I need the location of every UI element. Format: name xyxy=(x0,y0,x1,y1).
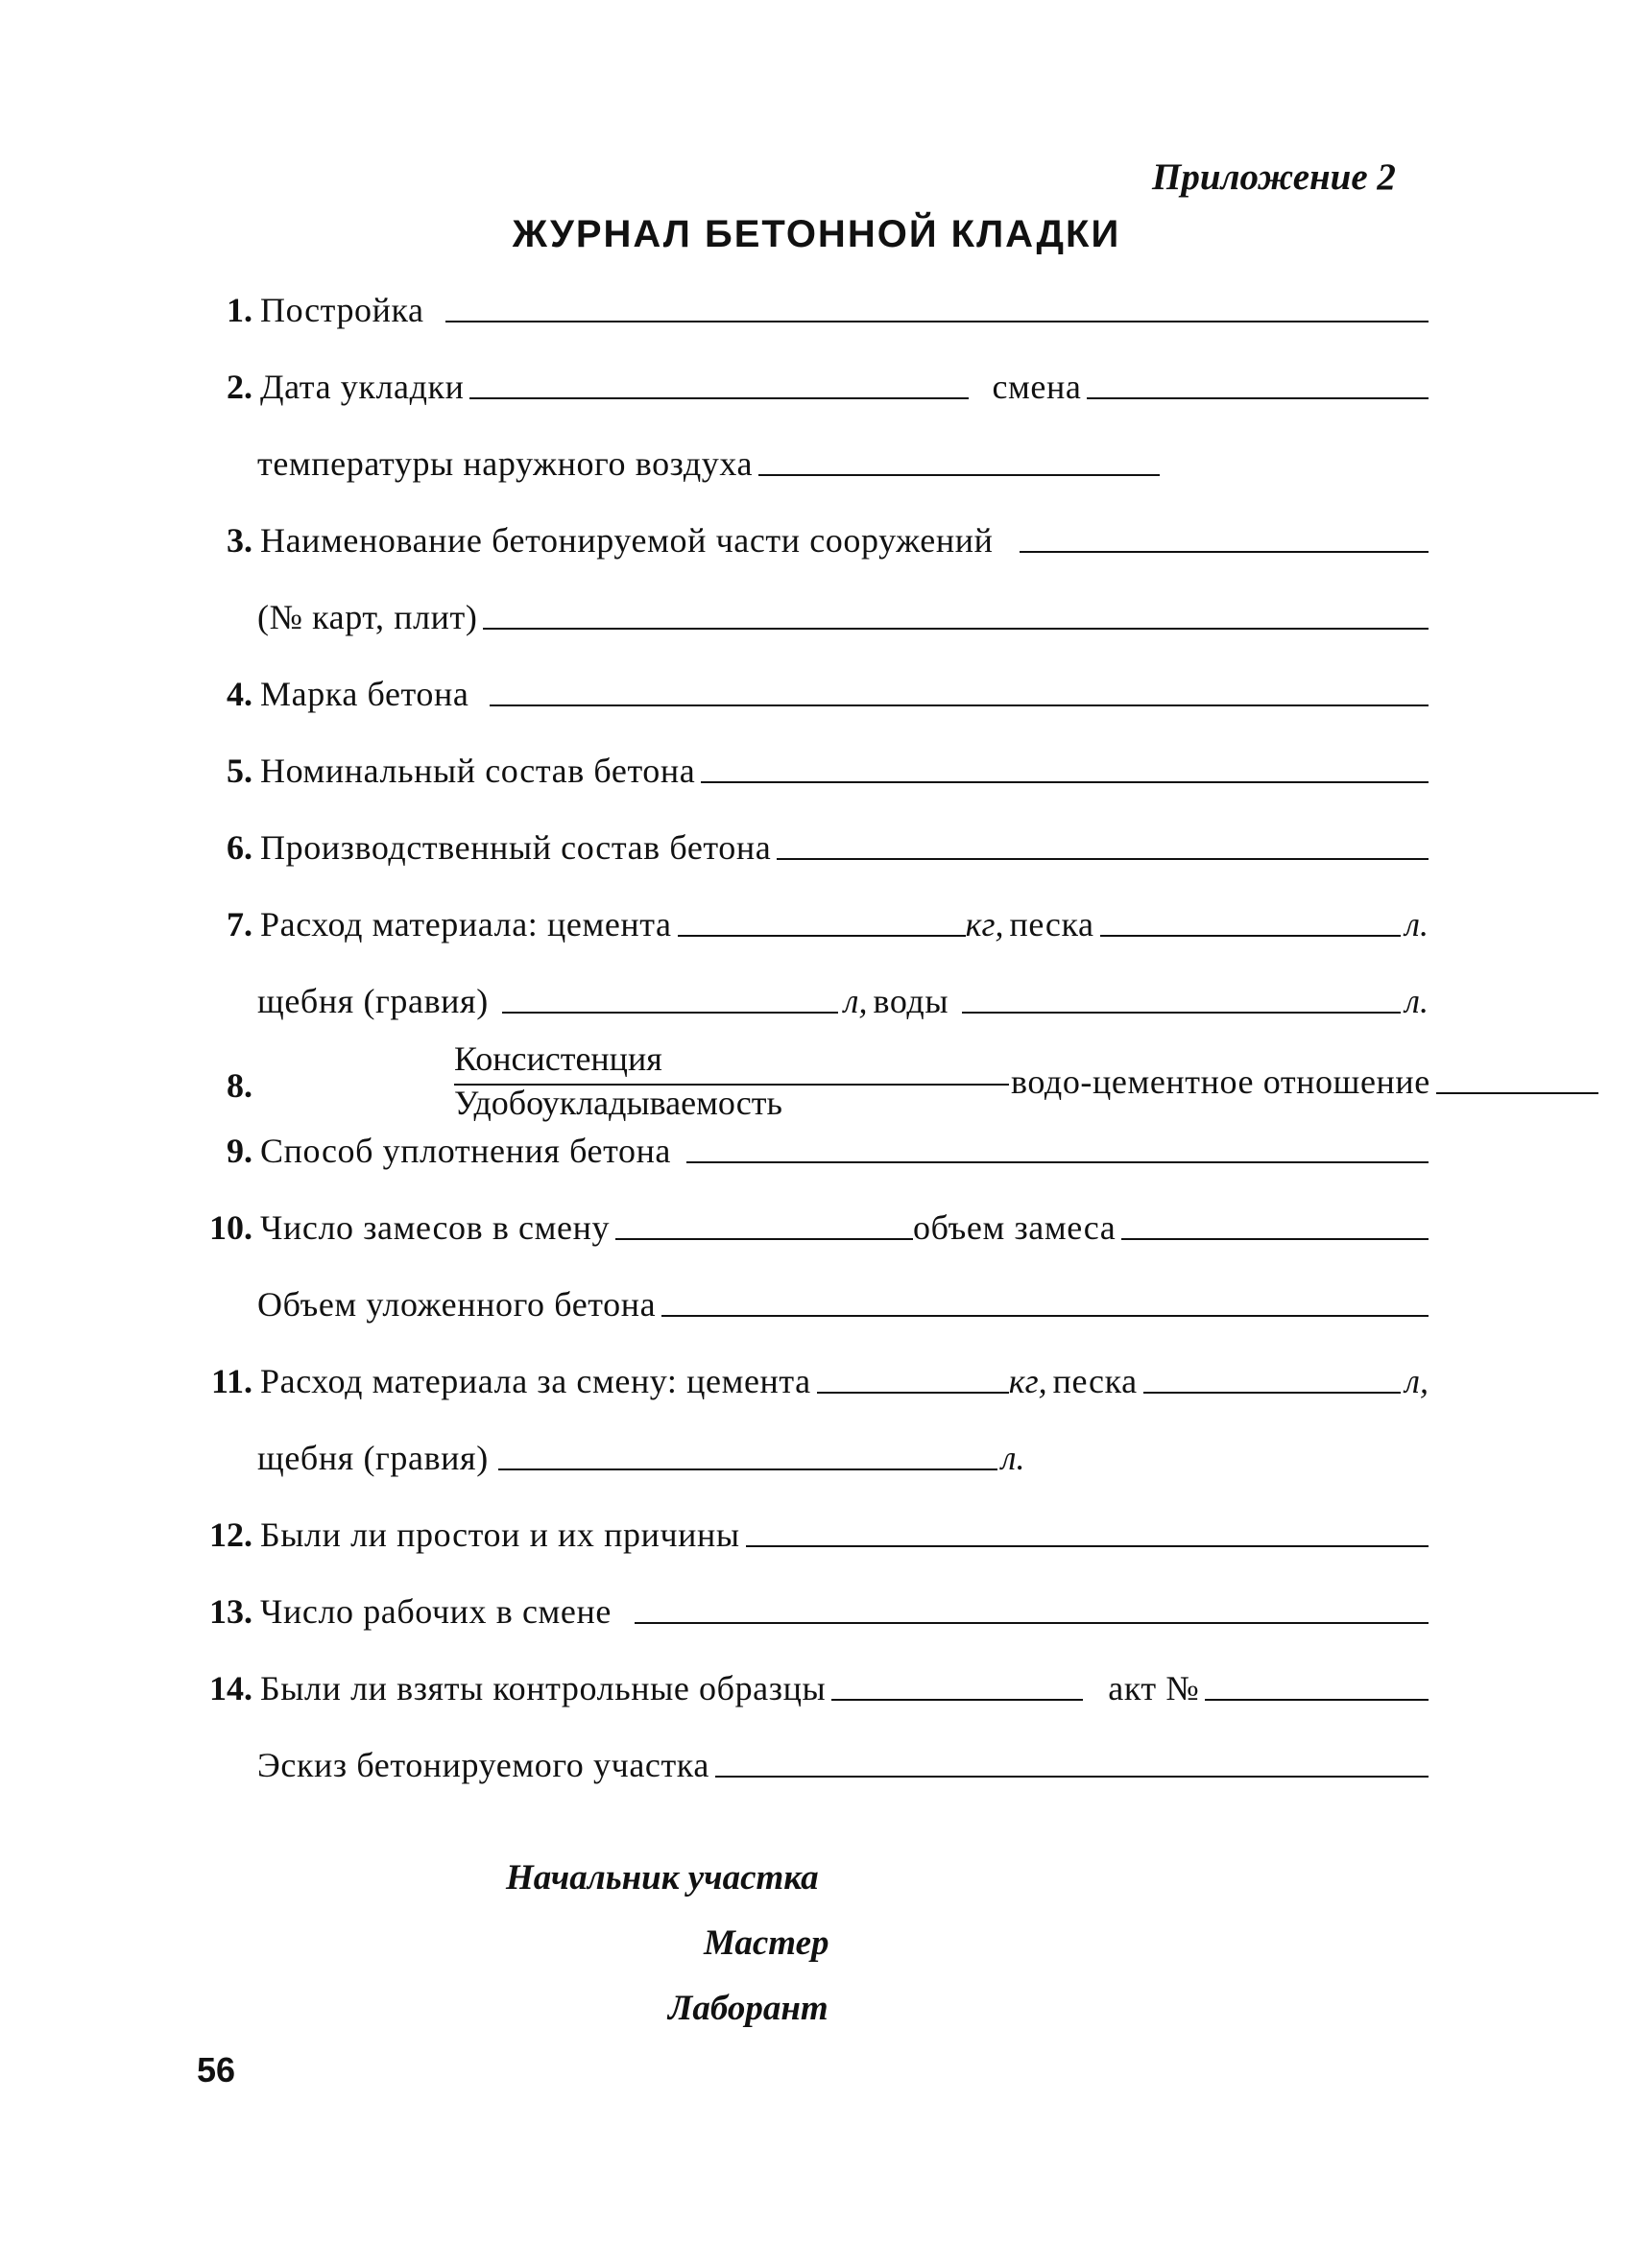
cards-slabs-label: (№ карт, плит) xyxy=(257,598,478,636)
form-row-7 xyxy=(197,902,1429,944)
wc-ratio-label: водо-цементное отношение xyxy=(1011,1062,1430,1101)
placement-date-field[interactable] xyxy=(469,397,969,399)
gravel-label: щебня (гравия) xyxy=(257,982,489,1020)
form-row-13 xyxy=(197,1589,1429,1632)
sand-label: песка xyxy=(1009,905,1094,943)
cards-slabs-field[interactable] xyxy=(483,628,1429,630)
form-row-11-cont xyxy=(257,1436,1429,1478)
cement-consumption-label: Расход материала: цемента xyxy=(260,905,672,943)
sketch-field[interactable] xyxy=(715,1776,1429,1778)
item-number: 1. xyxy=(227,291,252,329)
signature-chief: Начальник участка xyxy=(506,1858,819,1898)
item-number: 11. xyxy=(210,1362,252,1400)
form-row-12 xyxy=(197,1513,1429,1555)
form-row-5 xyxy=(197,749,1429,791)
shift-cement-field[interactable] xyxy=(817,1392,1009,1394)
appendix-label: Приложение 2 xyxy=(1152,156,1396,198)
item-number: 3. xyxy=(227,521,252,560)
signature-foreman: Мастер xyxy=(704,1923,829,1963)
compaction-method-field[interactable] xyxy=(686,1161,1429,1163)
concrete-grade-label: Марка бетона xyxy=(260,675,469,713)
unit-l: л, xyxy=(843,982,868,1020)
form-row-2-temp xyxy=(257,442,1429,484)
form-row-1 xyxy=(197,288,1429,330)
batch-volume-label: объем замеса xyxy=(913,1208,1117,1247)
consistency-label: Консистенция xyxy=(454,1039,662,1078)
workers-count-field[interactable] xyxy=(635,1622,1429,1624)
batches-per-shift-field[interactable] xyxy=(615,1238,913,1240)
water-field[interactable] xyxy=(962,1012,1401,1014)
form-row-8 xyxy=(197,1039,1429,1127)
placed-volume-field[interactable] xyxy=(661,1315,1429,1317)
wc-ratio-field[interactable] xyxy=(1436,1092,1598,1094)
form-row-6 xyxy=(197,825,1429,868)
workers-count-label: Число рабочих в смене xyxy=(260,1592,612,1631)
air-temperature-label: температуры наружного воздуха xyxy=(257,444,754,483)
control-samples-field[interactable] xyxy=(831,1699,1083,1701)
shift-label: смена xyxy=(992,368,1082,406)
form-row-9 xyxy=(197,1129,1429,1171)
shift-sand-label: песка xyxy=(1052,1362,1138,1400)
batch-volume-field[interactable] xyxy=(1121,1238,1429,1240)
item-number: 8. xyxy=(227,1066,252,1105)
water-label: воды xyxy=(873,982,949,1020)
nominal-mix-field[interactable] xyxy=(701,781,1429,783)
page-title: ЖУРНАЛ БЕТОННОЙ КЛАДКИ xyxy=(512,213,1121,255)
item-number: 7. xyxy=(227,905,252,943)
signature-lab: Лаборант xyxy=(668,1989,829,2028)
concrete-grade-field[interactable] xyxy=(490,704,1429,706)
batches-per-shift-label: Число замесов в смену xyxy=(260,1208,611,1247)
gravel-field[interactable] xyxy=(502,1012,838,1014)
air-temperature-field[interactable] xyxy=(758,474,1160,476)
form-row-3 xyxy=(197,518,1429,561)
form-row-14-cont xyxy=(257,1743,1429,1785)
nominal-mix-label: Номинальный состав бетона xyxy=(260,752,696,790)
cement-field[interactable] xyxy=(678,935,966,937)
placed-volume-label: Объем уложенного бетона xyxy=(257,1285,657,1324)
item-number: 9. xyxy=(227,1132,252,1170)
unit-kg: кг, xyxy=(965,905,1004,943)
unit-l: л. xyxy=(1405,982,1429,1020)
shift-gravel-field[interactable] xyxy=(498,1468,997,1470)
production-mix-field[interactable] xyxy=(777,858,1429,860)
item-number: 5. xyxy=(227,752,252,790)
form-row-10-cont xyxy=(257,1282,1429,1325)
form-row-7-cont xyxy=(257,979,1429,1021)
form-row-14 xyxy=(197,1666,1429,1708)
unit-l: л, xyxy=(1405,1362,1429,1400)
shift-gravel-label: щебня (гравия) xyxy=(257,1439,489,1477)
sand-field[interactable] xyxy=(1100,935,1402,937)
act-number-field[interactable] xyxy=(1205,1699,1429,1701)
form-row-10 xyxy=(197,1206,1429,1248)
item-number: 13. xyxy=(209,1592,252,1631)
construction-field[interactable] xyxy=(445,321,1429,322)
page-number: 56 xyxy=(197,2050,236,2089)
act-number-label: акт № xyxy=(1108,1669,1200,1707)
downtime-label: Были ли простои и их причины xyxy=(260,1516,740,1554)
item-number: 6. xyxy=(227,828,252,867)
shift-sand-field[interactable] xyxy=(1143,1392,1402,1394)
unit-l: л. xyxy=(1405,905,1429,943)
structure-part-field[interactable] xyxy=(1020,551,1429,553)
unit-l: л. xyxy=(1000,1439,1025,1477)
form-row-3-sub xyxy=(257,595,1429,637)
item-number: 2. xyxy=(227,368,252,406)
item-number: 14. xyxy=(209,1669,252,1707)
sketch-label: Эскиз бетонируемого участка xyxy=(257,1746,709,1784)
form-row-11 xyxy=(197,1359,1429,1401)
item-number: 4. xyxy=(227,675,252,713)
form-row-4 xyxy=(197,672,1429,714)
control-samples-label: Были ли взяты контрольные образцы xyxy=(260,1669,827,1707)
item-number: 12. xyxy=(209,1516,252,1554)
shift-cement-label: Расход материала за смену: цемента xyxy=(260,1362,811,1400)
structure-part-label: Наименование бетонируемой части сооружений xyxy=(260,521,994,560)
production-mix-label: Производственный состав бетона xyxy=(260,828,772,867)
construction-label: Постройка xyxy=(260,291,424,329)
wc-ratio-group xyxy=(1011,1060,1598,1102)
downtime-field[interactable] xyxy=(746,1545,1429,1547)
workability-label: Удобоукладываемость xyxy=(454,1084,782,1122)
form-row-2 xyxy=(197,365,1429,407)
item-number: 10. xyxy=(209,1208,252,1247)
placement-date-label: Дата укладки xyxy=(260,368,465,406)
compaction-method-label: Способ уплотнения бетона xyxy=(260,1132,672,1170)
unit-kg: кг, xyxy=(1008,1362,1047,1400)
shift-field[interactable] xyxy=(1087,397,1429,399)
